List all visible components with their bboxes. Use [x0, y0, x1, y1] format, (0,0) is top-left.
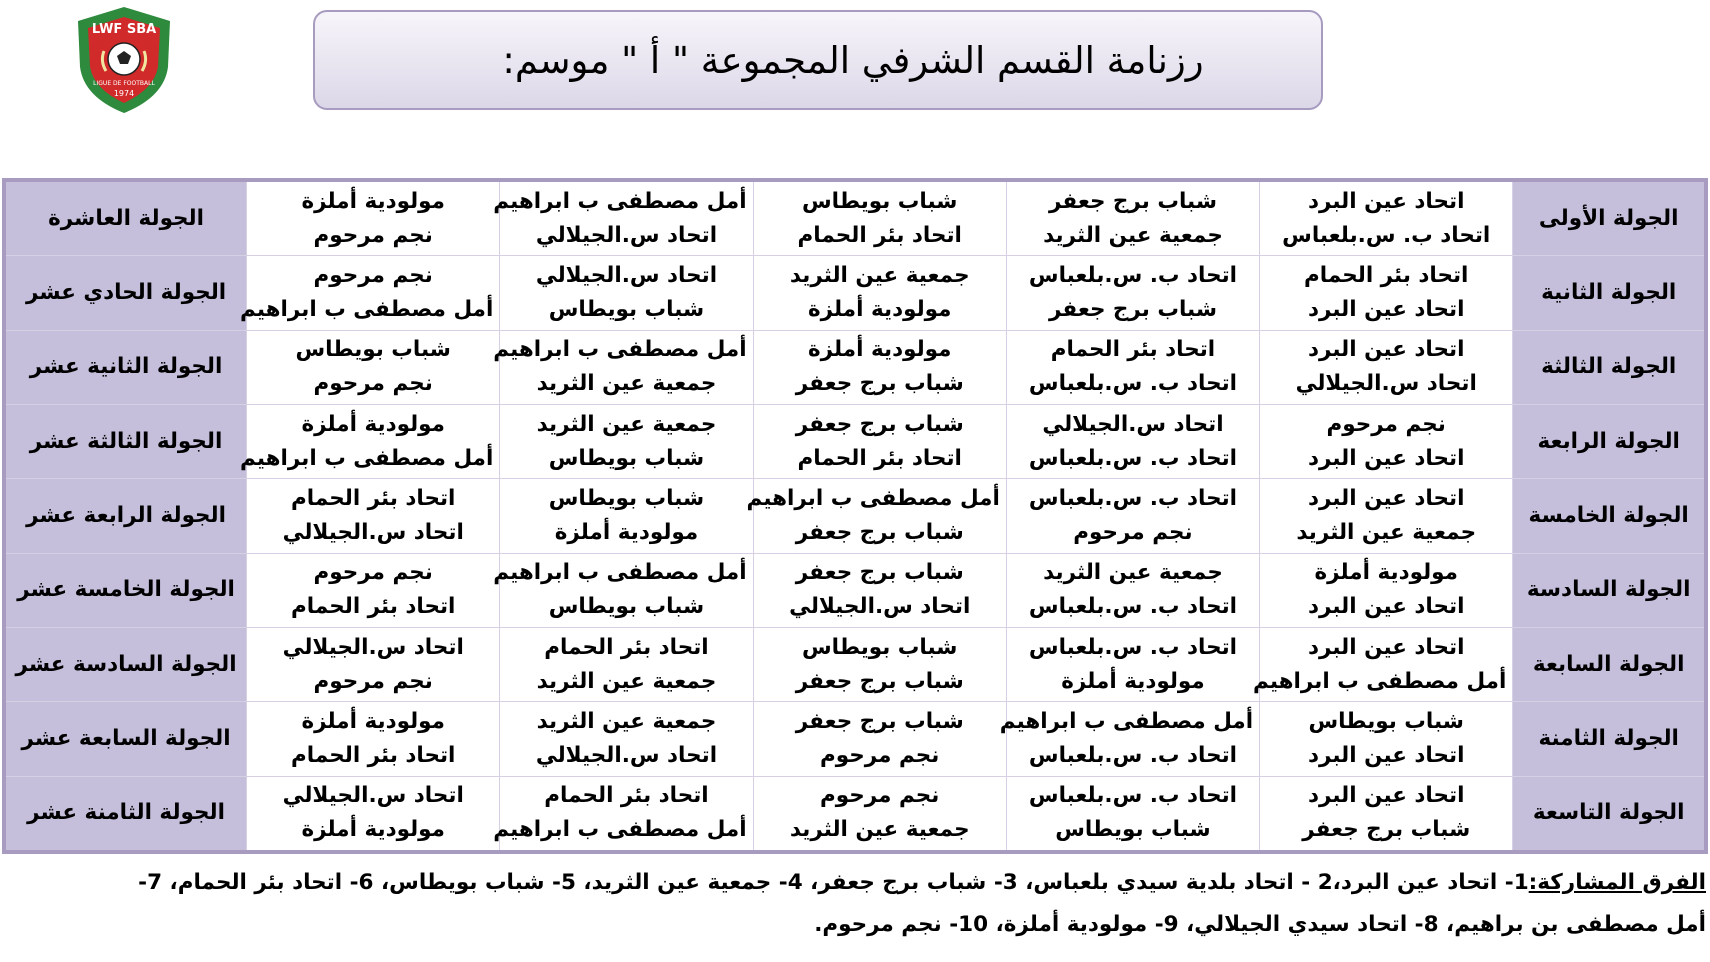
home-team: شباب برج جعفر	[795, 411, 964, 437]
match-cell	[1006, 553, 1259, 627]
match-cell	[247, 776, 500, 852]
participating-teams	[120, 862, 1706, 946]
round-label-second-leg: الجولة السابعة عشر	[4, 702, 247, 776]
round-label-second-leg: الجولة الخامسة عشر	[4, 553, 247, 627]
home-team: اتحاد س.الجيلالي	[282, 783, 464, 809]
home-team: أمل مصطفى ب ابراهيم	[493, 188, 747, 214]
home-team: شباب بويطاس	[295, 337, 451, 363]
round-row	[4, 553, 1706, 627]
home-team: جمعية عين الثريد	[536, 708, 717, 734]
round-label-first-leg: الجولة التاسعة	[1513, 776, 1706, 852]
round-label-second-leg: الجولة الثانية عشر	[4, 330, 247, 404]
away-team: اتحاد عين البرد	[1307, 445, 1465, 471]
home-team: مولودية أملزة	[301, 708, 445, 734]
match-cell	[999, 702, 1259, 776]
home-team: اتحاد عين البرد	[1307, 634, 1465, 660]
home-team: أمل مصطفى ب ابراهيم	[493, 337, 747, 363]
away-team: اتحاد عين البرد	[1307, 297, 1465, 323]
home-team: مولودية أملزة	[807, 337, 952, 363]
match-cell	[240, 256, 500, 330]
round-row	[4, 702, 1706, 776]
away-team: أمل مصطفى ب ابراهيم	[240, 297, 494, 323]
match-cell	[1006, 180, 1259, 256]
schedule-table	[2, 178, 1708, 854]
match-cell	[1253, 627, 1513, 701]
away-team: شباب برج جعفر	[795, 668, 964, 694]
home-team: شباب بويطاس	[802, 188, 958, 214]
match-cell	[1006, 627, 1259, 701]
match-cell	[1006, 776, 1259, 852]
match-cell	[1006, 256, 1259, 330]
match-cell	[493, 180, 753, 256]
away-team: أمل مصطفى ب ابراهيم	[1253, 668, 1507, 694]
match-cell	[500, 405, 753, 479]
round-label-first-leg: الجولة الثالثة	[1513, 330, 1706, 404]
match-cell	[753, 702, 1006, 776]
match-cell	[746, 479, 1006, 553]
participating-teams-label: الفرق المشاركة:	[1528, 870, 1706, 895]
match-cell	[1260, 330, 1513, 404]
match-cell	[753, 405, 1006, 479]
match-cell	[500, 256, 753, 330]
home-team: نجم مرحوم	[313, 263, 433, 289]
round-label-first-leg: الجولة السابعة	[1513, 627, 1706, 701]
home-team: اتحاد عين البرد	[1307, 783, 1465, 809]
away-team: شباب برج جعفر	[795, 371, 964, 397]
away-team: نجم مرحوم	[1073, 519, 1193, 545]
round-row	[4, 479, 1706, 553]
match-cell	[247, 479, 500, 553]
logo-year: 1974	[113, 89, 135, 98]
home-team: اتحاد ب. س.بلعباس	[1028, 783, 1238, 809]
away-team: جمعية عين الثريد	[536, 371, 717, 397]
home-team: اتحاد بئر الحمام	[1050, 337, 1216, 363]
away-team: جمعية عين الثريد	[1043, 222, 1223, 248]
home-team: اتحاد بئر الحمام	[291, 485, 456, 511]
away-team: اتحاد بئر الحمام	[291, 742, 456, 768]
home-team: نجم مرحوم	[820, 783, 940, 809]
home-team: شباب بويطاس	[548, 485, 705, 511]
home-team: اتحاد ب. س.بلعباس	[1028, 485, 1238, 511]
match-cell	[500, 479, 753, 553]
match-cell	[753, 776, 1006, 852]
home-team: جمعية عين الثريد	[789, 263, 970, 289]
match-cell	[247, 553, 500, 627]
round-label-second-leg: الجولة الثامنة عشر	[4, 776, 247, 852]
away-team: اتحاد عين البرد	[1307, 742, 1465, 768]
round-label-first-leg: الجولة الأولى	[1513, 180, 1706, 256]
participating-teams-list: 1- اتحاد عين البرد،2 - اتحاد بلدية سيدي بلعباس، 3- شباب برج جعفر، 4- جمعية عين الثريد، 5- شباب بويطاس، 6- اتحاد بئر الحمام، 7- أمل مصطفى بن براهيم، 8- اتحاد سيدي الجيلالي، 9- مولودية أملزة، 10- نجم مرحوم.	[138, 870, 1706, 937]
home-team: اتحاد بئر الحمام	[544, 783, 709, 809]
away-team: شباب بويطاس	[548, 297, 705, 323]
away-team: اتحاد بئر الحمام	[797, 222, 962, 248]
match-cell	[240, 405, 500, 479]
away-team: اتحاد ب. س.بلعباس	[1028, 742, 1238, 768]
round-label-first-leg: الجولة السادسة	[1513, 553, 1706, 627]
match-cell	[1260, 479, 1513, 553]
home-team: مولودية أملزة	[301, 188, 445, 214]
away-team: شباب بويطاس	[548, 445, 705, 471]
away-team: شباب بويطاس	[1055, 817, 1211, 843]
away-team: اتحاد س.الجيلالي	[535, 222, 718, 248]
match-cell	[500, 702, 753, 776]
home-team: اتحاد عين البرد	[1307, 337, 1465, 363]
home-team: اتحاد عين البرد	[1307, 188, 1465, 214]
away-team: اتحاد س.الجيلالي	[535, 742, 718, 768]
away-team: اتحاد ب. س.بلعباس	[1028, 371, 1238, 397]
home-team: اتحاد س.الجيلالي	[1042, 411, 1224, 437]
match-cell	[1006, 330, 1259, 404]
home-team: اتحاد عين البرد	[1307, 485, 1465, 511]
round-label-first-leg: الجولة الثانية	[1513, 256, 1706, 330]
home-team: مولودية أملزة	[1314, 560, 1458, 586]
home-team: شباب بويطاس	[1308, 708, 1464, 734]
round-row	[4, 405, 1706, 479]
match-cell	[493, 330, 753, 404]
away-team: نجم مرحوم	[313, 222, 433, 248]
away-team: نجم مرحوم	[820, 742, 940, 768]
match-cell	[493, 776, 753, 852]
match-cell	[247, 180, 500, 256]
home-team: اتحاد ب. س.بلعباس	[1028, 634, 1238, 660]
home-team: شباب برج جعفر	[1048, 188, 1217, 214]
home-team: شباب بويطاس	[802, 634, 958, 660]
away-team: جمعية عين الثريد	[1296, 519, 1477, 545]
home-team: جمعية عين الثريد	[536, 411, 717, 437]
match-cell	[247, 702, 500, 776]
home-team: اتحاد س.الجيلالي	[282, 634, 464, 660]
away-team: اتحاد عين البرد	[1307, 594, 1465, 620]
round-row	[4, 256, 1706, 330]
away-team: شباب بويطاس	[548, 594, 705, 620]
away-team: اتحاد ب. س.بلعباس	[1028, 594, 1238, 620]
round-label-second-leg: الجولة العاشرة	[4, 180, 247, 256]
home-team: شباب برج جعفر	[795, 560, 964, 586]
round-label-second-leg: الجولة الثالثة عشر	[4, 405, 247, 479]
match-cell	[1006, 405, 1259, 479]
home-team: اتحاد بئر الحمام	[544, 634, 709, 660]
home-team: نجم مرحوم	[1326, 411, 1446, 437]
home-team: جمعية عين الثريد	[1043, 560, 1223, 586]
home-team: أمل مصطفى ب ابراهيم	[999, 708, 1254, 734]
home-team: اتحاد س.الجيلالي	[535, 263, 718, 289]
logo-text: LWF SBA	[91, 22, 157, 37]
match-cell	[753, 180, 1006, 256]
away-team: مولودية أملزة	[1061, 668, 1205, 694]
away-team: شباب برج جعفر	[795, 519, 964, 545]
match-cell	[1260, 702, 1513, 776]
away-team: مولودية أملزة	[301, 817, 445, 843]
away-team: اتحاد س.الجيلالي	[282, 519, 464, 545]
match-cell	[1260, 776, 1513, 852]
round-label-second-leg: الجولة الرابعة عشر	[4, 479, 247, 553]
home-team: نجم مرحوم	[313, 560, 433, 586]
round-row	[4, 180, 1706, 256]
match-cell	[1260, 405, 1513, 479]
away-team: اتحاد بئر الحمام	[797, 445, 962, 471]
round-row	[4, 627, 1706, 701]
away-team: اتحاد ب. س.بلعباس	[1028, 445, 1238, 471]
home-team: أمل مصطفى ب ابراهيم	[493, 560, 747, 586]
league-logo	[70, 5, 178, 115]
away-team: شباب برج جعفر	[1048, 297, 1217, 323]
away-team: جمعية عين الثريد	[789, 817, 970, 843]
round-label-first-leg: الجولة الخامسة	[1513, 479, 1706, 553]
away-team: نجم مرحوم	[313, 668, 433, 694]
away-team: اتحاد بئر الحمام	[291, 594, 456, 620]
away-team: اتحاد س.الجيلالي	[1295, 371, 1477, 397]
match-cell	[500, 627, 753, 701]
home-team: اتحاد ب. س.بلعباس	[1028, 263, 1238, 289]
away-team: جمعية عين الثريد	[536, 668, 717, 694]
away-team: أمل مصطفى ب ابراهيم	[240, 445, 494, 471]
away-team: اتحاد ب. س.بلعباس	[1282, 222, 1491, 248]
round-row	[4, 330, 1706, 404]
match-cell	[247, 627, 500, 701]
round-label-first-leg: الجولة الثامنة	[1513, 702, 1706, 776]
match-cell	[753, 330, 1006, 404]
match-cell	[753, 553, 1006, 627]
match-cell	[1260, 256, 1513, 330]
match-cell	[1006, 479, 1259, 553]
round-label-second-leg: الجولة الحادي عشر	[4, 256, 247, 330]
match-cell	[753, 627, 1006, 701]
page-title: رزنامة القسم الشرفي المجموعة " أ " موسم:	[502, 38, 1204, 82]
away-team: مولودية أملزة	[554, 519, 699, 545]
away-team: أمل مصطفى ب ابراهيم	[493, 817, 747, 843]
logo-subtitle: LIGUE DE FOOTBALL	[93, 80, 155, 87]
match-cell	[753, 256, 1006, 330]
home-team: مولودية أملزة	[301, 411, 445, 437]
match-cell	[1260, 180, 1513, 256]
home-team: شباب برج جعفر	[795, 708, 964, 734]
away-team: شباب برج جعفر	[1302, 817, 1471, 843]
home-team: اتحاد بئر الحمام	[1304, 263, 1469, 289]
round-row	[4, 776, 1706, 852]
page-title-box	[313, 10, 1323, 110]
match-cell	[493, 553, 753, 627]
away-team: اتحاد س.الجيلالي	[789, 594, 971, 620]
away-team: نجم مرحوم	[313, 371, 433, 397]
match-cell	[1260, 553, 1513, 627]
match-cell	[247, 330, 500, 404]
home-team: أمل مصطفى ب ابراهيم	[746, 485, 1000, 511]
away-team: مولودية أملزة	[807, 297, 952, 323]
round-label-first-leg: الجولة الرابعة	[1513, 405, 1706, 479]
round-label-second-leg: الجولة السادسة عشر	[4, 627, 247, 701]
